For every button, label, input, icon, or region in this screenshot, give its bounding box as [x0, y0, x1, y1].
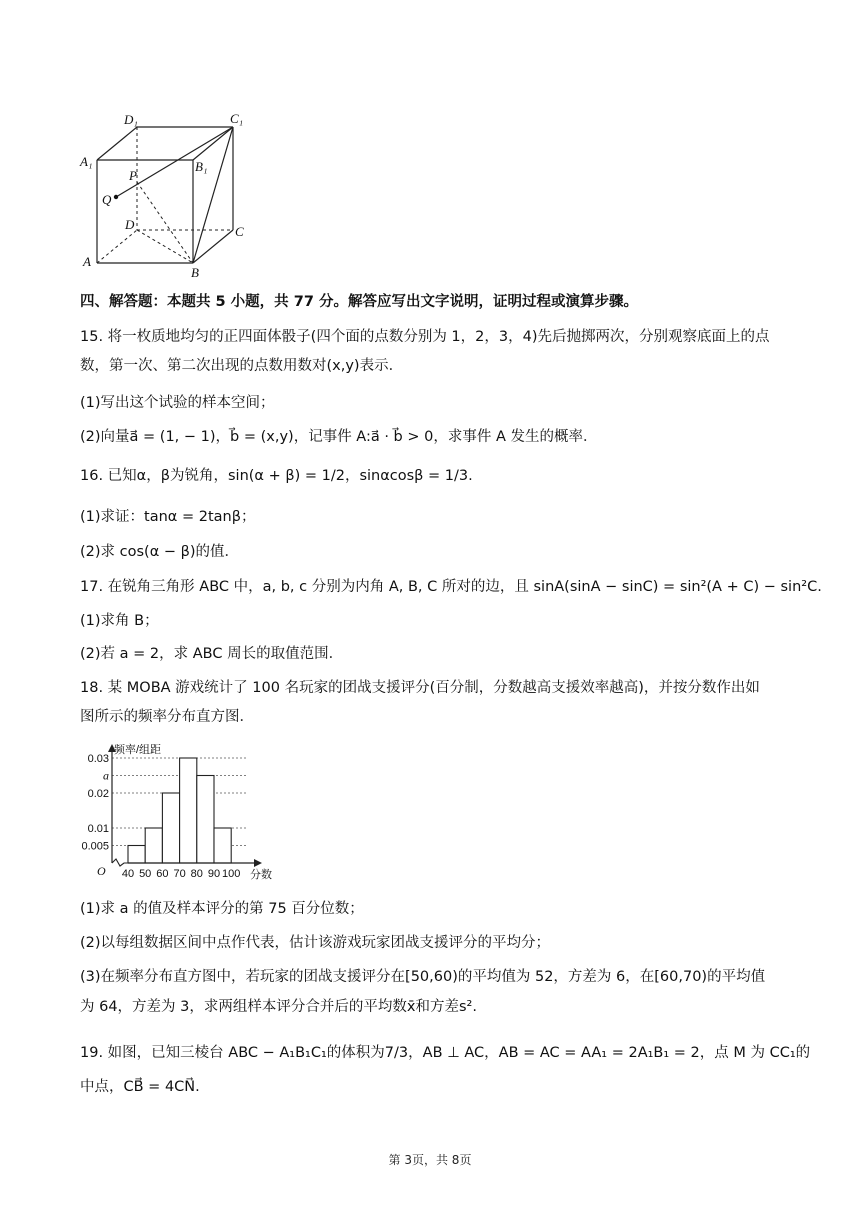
x-tick-label: 40	[121, 868, 135, 880]
problem-18-line-2: 图所示的频率分布直方图．	[80, 709, 254, 725]
histogram-bar	[197, 776, 214, 864]
frequency-histogram	[76, 740, 286, 885]
problem-16-part-1: (1)求证：tanα = 2tanβ；	[80, 509, 256, 525]
problem-16-line-1: 16. 已知α，β为锐角，sin(α + β) = 1/2，sinαcosβ = 1/3.	[80, 468, 473, 484]
histogram-bar	[128, 846, 145, 864]
problem-15-part-1: (1)写出这个试验的样本空间；	[80, 395, 275, 411]
problem-16-part-2: (2)求 cos(α − β)的值．	[80, 544, 240, 560]
edge-ad-hidden	[97, 230, 137, 263]
label-c1: C₁	[230, 111, 244, 126]
problem-19-line-1: 19. 如图，已知三棱台 ABC − A₁B₁C₁的体积为7/3，AB ⊥ AC，AB = AC = AA₁ = 2A₁B₁ = 2，点 M 为 CC₁的	[80, 1045, 811, 1061]
problem-18-part-1: (1)求 a 的值及样本评分的第 75 百分位数；	[80, 901, 364, 917]
label-c: C	[235, 224, 244, 239]
problem-15-line-2: 数，第一次、第二次出现的点数用数对(x,y)表示．	[80, 358, 404, 374]
x-tick-label: 70	[173, 868, 186, 880]
label-d: D	[125, 217, 135, 232]
problem-15-part-2: (2)向量a⃗ = (1, − 1)，b⃗ = (x,y)，记事件 A:a⃗ · b⃗ > 0，求事件 A 发生的概率．	[80, 429, 598, 445]
x-tick-label: 80	[190, 868, 203, 880]
problem-19-line-2: 中点，CB⃗ = 4CN⃗.	[80, 1079, 200, 1095]
histogram-bar	[180, 758, 197, 863]
histogram-x-tick-labels	[122, 868, 241, 880]
histogram-bar	[162, 793, 179, 863]
problem-18-line-1: 18. 某 MOBA 游戏统计了 100 名玩家的团战支援评分(百分制，分数越高支援效率越高)，并按分数作出如	[80, 680, 760, 696]
y-tick-label-0-03: 0.03	[87, 753, 109, 765]
histogram-y-tick-labels	[81, 753, 109, 853]
label-q: Q	[102, 192, 112, 207]
problem-17-part-2: (2)若 a = 2，求 ABC 周长的取值范围．	[80, 646, 344, 662]
x-tick-label: 50	[139, 868, 152, 880]
x-tick-label: 100	[222, 868, 241, 880]
diagonal-db-hidden	[137, 230, 193, 263]
histogram-ylabel: 频率/组距	[114, 744, 162, 756]
y-tick-label-a: a	[103, 768, 109, 783]
histogram-origin: O	[97, 864, 106, 878]
section-heading: 四、解答题：本题共 5 小题，共 77 分。解答应写出文字说明，证明过程或演算步骤。	[80, 294, 638, 310]
histogram-bar	[145, 828, 162, 863]
x-axis-arrow	[254, 859, 262, 867]
problem-15-line-1: 15. 将一枚质地均匀的正四面体骰子(四个面的点数分别为 1，2，3，4)先后抛掷两次，分别观察底面上的点	[80, 329, 770, 345]
problem-17-part-1: (1)求角 B；	[80, 613, 159, 629]
edge-b1c1	[193, 127, 233, 160]
label-d1: D₁	[124, 112, 138, 127]
axis-break-zigzag	[112, 859, 128, 866]
edge-bc	[193, 230, 233, 263]
histogram-bars	[128, 758, 231, 863]
problem-17-line-1: 17. 在锐角三角形 ABC 中，a, b, c 分别为内角 A, B, C 所对的边，且 sinA(sinA − sinC) = sin²(A + C) − sin²C.	[80, 579, 822, 595]
x-tick-label: 60	[156, 868, 169, 880]
x-tick-label: 90	[207, 868, 221, 880]
problem-18-part-2: (2)以每组数据区间中点作代表，估计该游戏玩家团战支援评分的平均分；	[80, 935, 551, 951]
point-q	[114, 195, 118, 199]
label-a: A	[83, 254, 91, 269]
label-b1: B₁	[195, 159, 208, 174]
y-tick-label-0-02: 0.02	[87, 788, 109, 800]
problem-18-part-3-line-2: 为 64，方差为 3，求两组样本评分合并后的平均数x̄和方差s².	[80, 999, 477, 1015]
problem-18-part-3-line-1: (3)在频率分布直方图中，若玩家的团战支援评分在[50,60)的平均值为 52，方差为 6，在[60,70)的平均值	[80, 969, 766, 985]
cube-figure	[78, 110, 258, 280]
page-footer: 第 3页，共 8页	[388, 1153, 472, 1167]
label-a1: A₁	[80, 154, 93, 169]
histogram-xlabel: 分数	[250, 869, 272, 881]
edge-a1d1	[97, 127, 137, 160]
histogram-bar	[214, 828, 231, 863]
label-p: P	[129, 168, 137, 183]
y-tick-label-0-01: 0.01	[87, 823, 109, 835]
y-tick-label-0-005: 0.005	[81, 840, 109, 853]
label-b: B	[191, 265, 199, 280]
segment-pb-hidden	[137, 182, 193, 263]
